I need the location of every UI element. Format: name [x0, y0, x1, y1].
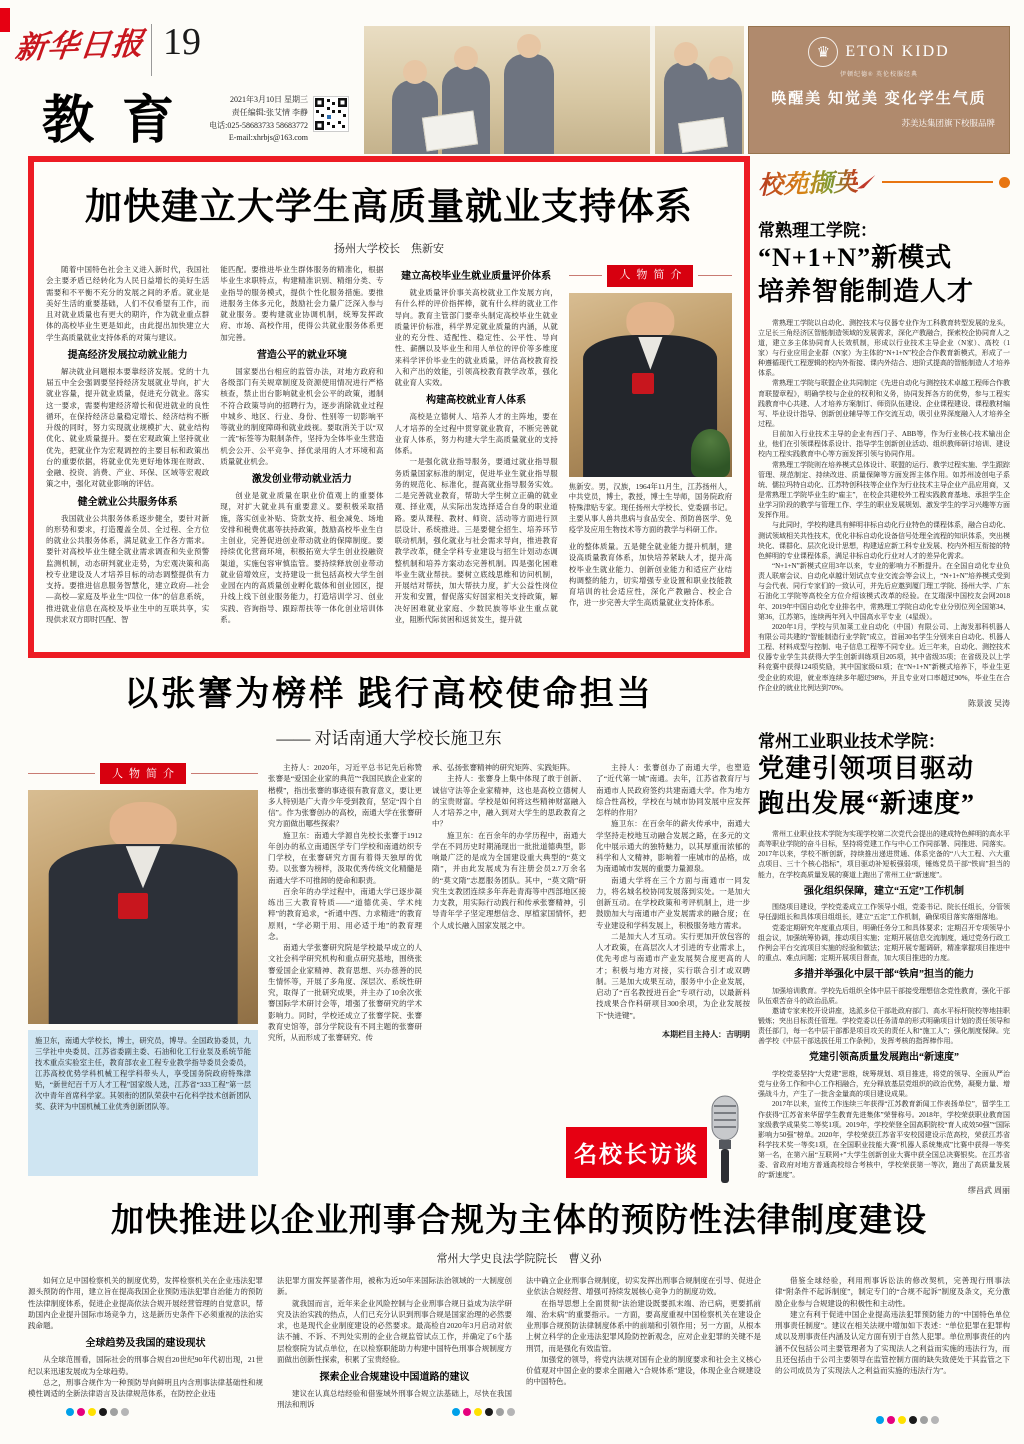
article-column [268, 762, 422, 1190]
paragraph: 常熟理工学院与联盟企业共同制定《先进自动化与测控技术卓越工程师合作教育联盟章程》，明确学校与企业的权利和义务，协同发挥各方的优势，参与工程实践教育中心共建、人才培养方案制订、师资队伍建设、企业课程建设、课程教材编写、毕业设计指导、创新创业辅导等工作交流互动，吸引业界深度融入人才培养全过程。 [758, 379, 1010, 429]
paragraph: 常州工业职业技术学院为实现学校第二次党代会提出的建成特色鲜明的高水平高等职业学院的奋斗目标，坚持将党建工作与中心工作同部署、同推进、同落实。2017年以来，学校不断创新，持续推出递进贯通、体系完备的“八大工程、六大重点项目、三十个核心指标”，项目驱动补短板强弱项，锤炼党员干部“铁肩”担当的能力，在学校高质量发展的赛道上跑出了常州工业“新速度”。 [758, 830, 1010, 879]
paragraph: 百余年的办学过程中，南通大学已逐步凝练出三大教育特质——“道德优美、学术纯粹”的教育追求，“祈通中西、力求精进”的教育原则，“学必期于用、用必适于地”的教育理念。 [268, 886, 422, 941]
paragraph: 施卫东：南通大学源自先校长张謇于1912年创办的私立南通医学专门学校和南通纺织专门学校，在张謇研究方面有着得天独厚的优势。以张謇为榜样，汲取优秀传统文化精髓是南通大学不可推卸的使命和职责。 [268, 830, 422, 885]
registration-dot [876, 1416, 884, 1424]
microphone-icon [702, 1094, 748, 1186]
qr-code [313, 96, 349, 132]
main-article [28, 156, 750, 658]
paragraph: 学校党委坚持“大党建”思维，统筹规划、项目推进，将党的领导、全面从严治党与业务工作和中心工作相融合，充分释放基层党组织的政治优势，凝聚力量、增强战斗力，产生了一批含金量高的项目建设成果。 [758, 1069, 1010, 1099]
magazine [422, 111, 478, 152]
section-title: 教育 [42, 93, 203, 150]
paragraph: 在指导思想上全面贯彻“法治建设既要抓末端、治已病，更要抓前端、治未病”的重要指示。一方面，要高度重视中国检察机关在建设企业刑事合规预防法律制度体系中的前端和引领作用；另一方面，从根本上树立科学的企业违法犯罪风险防控新观念，应对企业犯罪的关键不是刑罚，而是强化有效监管。 [526, 1298, 761, 1353]
paragraph: 2017年以来，宣传工作连续三年获得“江苏教育新闻工作表扬单位”，留学生工作获得“江苏省来华留学生教育先进集体”荣誉称号。2018年，学校荣获职业教育国家级教学成果奖二等奖1项。2019年，学校荣登全国高职院校“育人成效50强”“国际影响力50强”榜单。2020年，学校荣获江苏省平安校园建设示范高校，荣获江苏省科学技术奖一等奖1项，在全国职业技能大赛“机器人系统集成”比赛中获得一等奖第一名，在第六届“互联网+”大学生创新创业大赛中获全国总决赛银奖。在江苏省委、省政府对地方普通高校综合考核中，学校荣获第一等次，跑出了高质量发展的“新速度”。 [758, 1100, 1010, 1180]
column-subhead: 提高经济发展拉动就业能力 [67, 349, 188, 361]
uniform-ad [748, 26, 1010, 154]
masthead-logo: 新华日报 [13, 25, 146, 66]
paragraph: 建议在认真总结经验和借鉴域外刑事合规立法基础上，尽快在我国刑法和刑诉 [277, 1389, 512, 1410]
section-flag [758, 164, 1010, 200]
article-body [758, 829, 1010, 1197]
paragraph: 加强党的领导，将党内法规对国有企业的制度要求和社会主义核心价值观对中国企业的要求全面融入“合规体系”建设，体现企业合规建设的中国特色。 [526, 1354, 761, 1387]
article-title-line: “N+1+N”新模式 [758, 243, 953, 272]
page-number: 19 [163, 21, 201, 63]
right-article-1 [758, 216, 1010, 709]
qr-code-pattern [314, 97, 348, 131]
registration-dots [876, 1416, 939, 1424]
column-continuation [569, 541, 732, 609]
portrait-badge [118, 893, 148, 919]
paragraph: 主持人：张謇创办了南通大学，也塑造了“近代第一城”南通。去年，江苏省教育厅与南通市人民政府签约共建南通大学。作为地方综合性高校，学校在与城市协同发展中应发挥怎样的作用？ [596, 763, 750, 817]
crown-icon: ♛ [808, 37, 838, 67]
article-signature: 陈景波 吴涛 [968, 698, 1010, 708]
paragraph: “N+1+N”新模式应用3年以来，专业的影响力不断提升。在全国自动化专业负责人联席会议、自动化卓越计划试点专业交流会等会议上，“N+1+N”培养模式受到与会代表、同行专家们的一致认可，并先后应邀到厦门理工学院、扬州大学、广东石油化工学院等高校全方位介绍该模式改革的经验。在艾瑞深中国校友会网2018年、2019年中国自动化专业排名中，常熟理工学院自动化专业分别位列全国第34、第36，江苏第5，连续两年列入中国高水平专业（4星级）。 [758, 562, 1010, 621]
photo-divider [650, 26, 655, 154]
registration-dot [909, 1416, 917, 1424]
label-rule [28, 773, 95, 774]
label-rule [569, 275, 603, 276]
registration-dot [496, 1408, 504, 1416]
paragraph: 党委定期研究年度重点项目，明确任务分工和具体要求；定期召开专项领导小组会议，加强统筹协调，推动项目实施；定期开展信息交流制度，通过党务行政工作例会平台交流项目实施的经验和做法；定期开展专题调研，精准掌握项目推进中的重点、难点问题；定期开展项目督查，加大项目推进的力度。 [758, 923, 1010, 962]
paragraph: 一是强化就业指导服务，要通过就业指导服务质量国家标准的制定，促进毕业生就业指导服务的规范化、标准化，提高就业指导服务实效。二是完善就业教育，帮助大学生树立正确的就业观、择业观，从实际出发选择适合自身的职业道路。要从课程、教材、师资、活动等方面进行顶层设计、系统推进。三是要健全招生、培养环节联动机制，强化就业与社会需求导向，推进教育教学改革，健全学科专业建设与招生计划动态调整机制和培养方案动态完善机制。四是强化困难毕业生就业帮扶。要树立底线思维和访问机制，开展结对帮扶，加大帮扶力度，扩大公益性岗位开发和安置，督促落实好国家相关支持政策，解决好困难就业家庭、少数民族等毕业生重点就业，阻断代际贫困和返贫发生，提升就 [394, 457, 558, 624]
article-column [220, 264, 383, 636]
registration-dot [110, 1408, 118, 1416]
article-column [46, 264, 209, 636]
paragraph: 围绕项目建设，学校党委成立工作领导小组，党委书记、院长任组长，分管领导任副组长和具体项目组组长，建立“五定”工作机制，确保项目落实落细落地。 [758, 903, 1010, 922]
paragraph: 主持人：2020年，习近平总书记先后称赞张謇是“爱国企业家的典范”“我国民族企业家的楷模”，指出张謇的事迹很有教育意义，要让更多人特别是广大青少年受到教育，坚定“四个自信”。作为张謇创办的高校，南通大学在张謇研究方面做出哪些探索？ [268, 763, 422, 829]
profile-label-row [28, 763, 258, 784]
paragraph: 我国就业公共服务体系逐步健全，要针对新的形势和要求，打造覆盖全员、全过程、全方位的就业公共服务体系，满足就业工作各方需求。要针对高校毕业生健全就业需求调查和失业预警监测机制，动态研判就业走势，为宏观决策和高校专业建设及人才培养目标的动态调整提供有力支持。要推进信息服务智慧化，建立政府—社会—高校—家庭及毕业生“四位一体”的信息系统，推进就业信息在高校及毕业生中的互联共享，实现供求双方即时匹配、智 [46, 513, 210, 624]
profile-photo-shiweidong [28, 790, 258, 1024]
pub-phone: 电话:025-58683733 58683772 [209, 120, 308, 130]
ad-brand-sub: 伊顿纪德® 英伦校服经典 [839, 72, 919, 78]
registration-dot [931, 1416, 939, 1424]
student-figure [504, 54, 554, 154]
registration-dot [507, 1408, 515, 1416]
column-subhead: 探索企业合规建设中国道路的建议 [319, 1372, 470, 1383]
profile-label: 人物简介 [100, 763, 186, 784]
paragraph: 如何立足中国检察机关的制度优势，发挥检察机关在企业违法犯罪源头预防的作用，建立旨在提高我国企业预防违法犯罪自治能力的预防性法律制度体系，促进企业提高依法合规开展经营管理的自觉意识，帮助国内企业提升国际市场竞争力，这是新历史条件下必须重视的法治实践命题。 [28, 1276, 263, 1330]
paragraph: 2020年1月，学校与贝加莱工业自动化（中国）有限公司、上海发那科机器人有限公司共建的“智能制造行业学院”成立，首届30名学生分别来自自动化、机器人工程、材料成型与控制、电子信息工程等不同专业。近三年来，自动化、测控技术仪器专业学生共获得大学生创新训练项目205项，其中省级35项；在省级及以上学科竞赛中获得124项奖励，其中国家级61项；在“N+1+N”新模式培养下，毕业生更受企业的欢迎，就业率连续多年超过98%，并且专业对口率超过90%，毕业生在合作企业的就业比例达到70%。 [758, 622, 1010, 692]
paragraph: 总之，刑事合规作为一种预防导向鲜明且内含刑事法律基础性和规模性调适的全新法律语言及法律规范体系，在防控企业违 [28, 1377, 263, 1398]
ad-footer: 苏美达集团旗下校服品牌 [901, 118, 995, 128]
paragraph: 高校是立德树人、培养人才的主阵地，要在人才培养的全过程中贯穿就业教育，不断完善就业育人体系，努力构建大学生高质量就业的支持体系。 [394, 412, 558, 455]
paragraph: 施卫东：在百余年的办学历程中，南通大学在不同历史时期涌现出一批批道德典型，影响最广泛的是成为全国建设重大典型的“莫文隋”，并由此发展成为有注册会员2.7万余名的“莫文隋”志愿服务团队。其中，“莫文隋”研究生支教团连续多年奔赴青海等中西部地区接力支教，用实际行动践行和传承张謇精神，引导青年学子坚定理想信念、厚植家国情怀，把个人成长融入国家发展之中。 [432, 830, 586, 930]
middle-subline: —— 对话南通大学校长施卫东 [276, 729, 502, 748]
profile-photo-jiaoxinan [569, 293, 732, 477]
paragraph: 加强培训教育。学校先后组织全体中层干部接受理想信念党性教育，强化干部队伍艰苦奋斗的政治品质。 [758, 986, 1010, 1005]
paragraph: 法犯罪方面发挥显著作用，被称为近50年来国际法治领域的一大制度创新。 [277, 1276, 512, 1297]
paragraph: 建立有利于促进中国企业提高违法犯罪预防能力的“中国特色单位刑事责任制度”。建议在相关法规中增加如下表述：“单位犯罪在犯罪构成以及刑事责任内涵及认定方面有别于自然人犯罪。单位刑事责任的内涵不仅包括公司主要管理者为了实现法人之利益而实施的违法行为，而且还包括由于公司主要领导在监管控制方面的缺失致使处于其监管之下的公司成员为了实现法人之利益而实施的违法行为”。 [775, 1309, 1010, 1375]
registration-dot [474, 1408, 482, 1416]
interview-badge-label: 名校长访谈 [566, 1127, 707, 1178]
pub-editor: 责任编辑:张艾情 李静 [231, 107, 308, 117]
article-title-line: 培养智能制造人才 [758, 277, 975, 307]
paragraph: 目前加入行业技术主导的企业有西门子、ABB等，作为行业核心技术输出企业，他们在引领课程体系设计、指导学生创新创业活动、组织教师研讨培训、建设校内工程实践教育中心等方面发挥引领与协同作用。 [758, 430, 1010, 459]
paragraph: 主持人：张謇身上集中体现了敢于创新、诚信守法等企业家精神，这也是高校立德树人的宝贵财富。学校是如何将这些精神财富融入人才培养之中，融入到对大学生的思政教育之中？ [432, 774, 586, 829]
paragraph: 随着中国特色社会主义进入新时代，我国社会主要矛盾已经转化为人民日益增长的美好生活需要和不平衡不充分的发展之间的矛盾。就业是美好生活的重要基础，人们不仅希望有工作，而且对就业质量也有更大的期许，作为就业重点群体的高校毕业生更是如此，由此提出加快建立大学生高质量就业支持体系的对策与建议。 [46, 265, 210, 342]
registration-dot [77, 1408, 85, 1416]
profile-label-row [569, 265, 732, 287]
paragraph: 业的整体质量。五是健全就业能力提升机制，建设高质量教育体系，加快培养紧缺人才，提升高校毕业生就业能力、创新创业能力和适应产业结构调整的能力，切实增强专业设置和职业技能教育培训的社会适应性，深化产教融合、校企合作，进一步完善大学生高质量就业支持体系。 [568, 542, 732, 608]
article-column [395, 264, 558, 636]
paragraph: 能匹配。要推进毕业生群体服务的精准化，根据毕业生求职特点，构建精准识别、精细分类、专业指导的服务模式，提供个性化服务措施。要推进服务主体多元化，鼓励社会力量广泛深入参与就业服务。要构建就业协调机制，统筹发挥政府、市场、高校作用，使得公共就业服务体系更加完善。 [220, 265, 384, 342]
registration-dot [485, 1408, 493, 1416]
column-subhead: 党建引领高质量发展跑出“新速度” [809, 1052, 959, 1064]
article-column [569, 264, 732, 636]
profile-label: 人物简介 [607, 265, 693, 287]
column-subhead: 激发创业带动就业活力 [251, 474, 352, 485]
article-signature: 缪昌武 周丽 [968, 1186, 1010, 1196]
column-subhead: 建立高校毕业生就业质量评价体系 [401, 271, 552, 282]
pub-email: E-mail:xhrbjs@163.com [228, 133, 308, 143]
article-column [28, 1275, 263, 1433]
paragraph: 承、弘扬张謇精神的研究矩阵、实践矩阵。 [432, 763, 575, 772]
paragraph: 国家要出台相应的监管办法，对地方政府和各级部门有关规章制度及资源使用情况进行严格核查，禁止出台影响就业机会公平的政策，遏制不符合政策导向的招聘行为，逐步消除就业过程中城乡、地区、行业、身份、性别等一切影响平等就业的制度障碍和就业歧视。要取消关于以“双一流”标签等为限制条件，坚持为全体毕业生营造机会公开、公平竞争、择优录用的人才环境和高质量就业机会。 [220, 366, 384, 466]
paragraph: 施卫东：在百余年的薪火传承中，南通大学坚持走校地互动融合发展之路，在多元的文化中展示通大的独特魅力，以其厚重而浓郁的科学和人文精神，影响着一座城市的品格，成为南通城市发展的重要力量源泉。 [596, 819, 750, 874]
paragraph: 常熟理工学院以自动化、测控技术与仪器专业作为工科教育转型发展的龙头，立足长三角经济区智能制造领域的发展需求，深化产教融合，探索校企协同育人之道，建立多主体协同育人长效机制，形成以行业技术主导企业（N家）、高校（1家）与行业应用企业群（N家）为主体的“N+1+N”校企合作教育新模式，形成了一种遵循现代工程逻辑的校内外衔接、课内外结合、进阶式提高的智能制造人才培养体系。 [758, 318, 1010, 378]
bottom-article [28, 1194, 1010, 1433]
registration-dots [66, 1408, 129, 1416]
article-title-line: 党建引领项目驱动 [758, 754, 975, 784]
portrait-badge [632, 373, 653, 393]
paragraph: 借鉴全球经验，利用刑事诉讼法的修改契机，完善现行刑事法律“附条件不起诉制度”，制定专门的“合规不起诉”制度及条文，充分激励企业参与合规建设的积极性和主动性。 [775, 1276, 1010, 1308]
registration-dot [121, 1408, 129, 1416]
column-subhead: 多措并举强化中层干部“铁肩”担当的能力 [794, 969, 974, 981]
flag-rule [882, 181, 993, 183]
main-byline: 扬州大学校长 焦新安 [334, 243, 444, 255]
article-body [758, 318, 1010, 710]
column-subhead: 营造公平的就业环境 [256, 349, 347, 361]
article-column [526, 1275, 761, 1433]
label-rule [191, 773, 258, 774]
right-article-2 [758, 727, 1010, 1197]
registration-dot [99, 1408, 107, 1416]
portrait-plant [691, 429, 730, 477]
paragraph: 法中确立企业刑事合规制度，切实发挥出刑事合规制度在引导、促进企业依法合规经营、增强可持续发展核心竞争力的制度功效。 [526, 1276, 761, 1297]
publication-info [158, 94, 308, 145]
ad-logo-row [749, 37, 1009, 67]
article-org: 常熟理工学院： [758, 221, 877, 240]
banner-photo [364, 26, 744, 154]
label-rule [698, 275, 732, 276]
registration-dot [887, 1416, 895, 1424]
middle-article [28, 666, 750, 1190]
flag-dot-icon [999, 177, 1010, 188]
middle-headline: 以张謇为榜样 践行高校使命担当 [124, 676, 654, 713]
column-subhead: 全球趋势及我国的建设现状 [85, 1338, 206, 1350]
section-flag-title: 校苑撷英 [758, 164, 859, 202]
profile-bio: 施卫东，南通大学校长，博士，研究员，博导。全国政协委员，九三学社中央委员、江苏省委副主委、石油和化工行业泵及系统节能技术重点实验室主任，教育部农业工程专业教学指导委员会委员，江苏高校优势学科机械工程学科带头人，享受国务院政府特殊津贴，“新世纪百千万人才工程”国家级人选，江苏省“333工程”第一层次中青年首席科学家。其领衔的团队荣获中石化科学技术创新团队奖、获评为中国机械工业优秀创新团队等。 [28, 1030, 258, 1176]
paragraph: 从全球范围看，国际社会的刑事合规自20世纪90年代初出现，21世纪以来迅速发展成为全球趋势。 [28, 1355, 263, 1376]
registration-dot [88, 1408, 96, 1416]
ad-tagline: 唤醒美 知觉美 变化学生气质 [771, 91, 987, 107]
paragraph: 邀请专家来校开设讲座，选派多位干部赴政府部门、高水平标杆院校等地挂职锻炼；突出目标责任管理。学校党委以任务清单的形式明确项目计划的责任领导和责任部门，每一名中层干部都是项目攻关的责任人和“施工人”；强化制度保障。完善学校《中层干部选拔任用工作条例》，发挥考核的指挥棒作用。 [758, 1006, 1010, 1046]
paragraph: 常熟理工学院则在培养模式总体设计、联盟的运行、教学过程实施、学生跟踪管理、规范制定、持续改进、质量保障等方面发挥主体作用。如苏州凌创电子系统、儒拉玛特自动化、江苏特创科技等企业作为行业技术主导企业产品应用商，又是常熟理工学院毕业生的“雇主”，在校企共建校外工程实践教育基地、承担学生企业学习阶段的教学与管理工作、学生的职业发展规划、激发学生的学习兴趣等方面发挥作用。 [758, 460, 1010, 520]
paragraph: 就业质量评价事关高校就业工作发展方向，有什么样的评价指挥棒，就有什么样的就业工作导向。教育主管部门要牵头制定高校毕业生就业质量评价标准，科学界定就业质量的内涵，从就业的充分性、适配性、稳定性、公平性、导向性、薪酬以及毕业生和用人单位的评价等多维度来科学评价毕业生的就业质量，评估高校教育投入和产出的效能，引领高校教育教学改革，强化就业育人实效。 [394, 288, 558, 387]
article-org: 常州工业职业技术学院： [758, 732, 945, 752]
paragraph: 南通大学张謇研究院是学校最早成立的人文社会科学研究机构和重点研究基地，围绕张謇爱国企业家精神、教育思想、兴办慈善的民生情怀等，开展了多角度、深层次、系统性研究，取得了一批研究成果，并主办了10余次张謇国际学术研讨会等，增强了张謇研究的学术影响力。同时，学校还成立了张謇学院、张謇教育史馆等，部分学院设有不同主题的张謇研究所，从而形成了张謇研究、传 [268, 943, 422, 1042]
paragraph: 就我国而言，近年来企业风险控制与企业刑事合规日益成为法学研究及法治实践的热点，人们已充分认识到刑事合规是国家治理的必然要求，也是现代企业制度建设的必然要求。最高检自2020年3月启动对依法不捕、不诉、不判处实刑的企业合规监管试点工作，并确定了6个基层检察院为试点单位，在以检察职能助力构建中国特色刑事合规制度方面做出创新性探索，积累了宝贵经验。 [277, 1298, 512, 1364]
article-title-line: 跑出发展“新速度” [758, 788, 976, 818]
main-headline: 加快建立大学生高质量就业支持体系 [85, 187, 693, 228]
registration-dots [452, 1408, 515, 1416]
profile-box [28, 762, 258, 1190]
masthead-divider [151, 24, 152, 76]
article-column [775, 1275, 1010, 1433]
column-subhead: 强化组织保障，建立“五定”工作机制 [804, 885, 964, 897]
column-subhead: 构建高校就业育人体系 [426, 395, 527, 407]
registration-dot [898, 1416, 906, 1424]
bottom-headline: 加快推进以企业刑事合规为主体的预防性法律制度建设 [111, 1203, 927, 1239]
bottom-byline: 常州大学史良法学院院长 曹义孙 [436, 1253, 602, 1265]
host-note: 本期栏目主持人：吉明明 [662, 1029, 750, 1039]
registration-dot [463, 1408, 471, 1416]
magazine [678, 117, 728, 153]
pub-date: 2021年3月10日 星期三 [230, 95, 308, 104]
paragraph: 解决就业问题根本要靠经济发展。党的十九届五中全会强调要坚持经济发展就业导向，扩大就业容量，提升就业质量，促进充分就业。落实这一要求，需要构建经济增长和促进就业的良性循环，在保持经济总量稳定增长、经济结构不断升级的同时，努力实现就业规模扩大、就业结构优化、就业质量提升。要在宏观政策上坚持就业优先，把就业作为宏观调控的主要目标和政策出台的重要依据，将就业优先更好地体现在财政、金融、投资、消费、产业、环保、区域等宏观政策之中，强化对就业影响的评估。 [46, 366, 210, 489]
article-column [432, 762, 586, 1190]
profile-bio: 焦新安。男，汉族，1964年11月生，江苏扬州人，中共党员，博士，教授，博士生导师，国务院政府特殊津贴专家。现任扬州大学校长、党委副书记。主要从事人兽共患病与食品安全、预防兽医学、免疫学及应用生物技术等方面的教学与科研工作。 [568, 481, 732, 535]
paragraph: 创业是就业质量在职业价值观上的重要体现，对扩大就业具有重要意义。要积极采取措施，落实创业补贴、贷款支持、租金减免、场地安排和税费优惠等扶持政策，鼓励高校毕业生自主创业，完善促进创业带动就业的保障制度。要持续优化营商环境，积极拓宽大学生创业投融资渠道，实施包容审慎监管。要持续释放创业带动就业倍增效应，支持建设一批包括高校大学生创业园在内的高质量创业孵化载体和创业园区，提升线上线下创业服务能力，打造培训学习、创业实践、咨询指导、跟踪帮扶等一体化创业培训体系。 [220, 491, 384, 624]
paragraph: 二是加大人才互动。实行更加开放包容的人才政策，在高层次人才引进的专业需求上，优先考虑与南通市产业发展契合度更高的人才；积极与地方对接，实行联合引才或双聘制。三是加大成果互动，服务中小企业发展，启动了“百名教授进百企”专项行动，以最新科技成果合作科研项目300余项，为企业发展按下“快进键”。 [596, 931, 750, 1020]
main-article-body [46, 264, 732, 636]
registration-dot [920, 1416, 928, 1424]
ad-brand: ETON KIDD [845, 43, 950, 60]
bottom-article-body [28, 1275, 1010, 1433]
page-edge-mark [0, 8, 10, 32]
middle-article-body [28, 762, 750, 1190]
registration-dot [452, 1408, 460, 1416]
registration-dot [66, 1408, 74, 1416]
interview-badge [566, 1098, 748, 1190]
paragraph: 南通大学将在三个方面与南通市一同发力，将名城名校协同发展落到实处。一是加大创新互动。在学校政策和考评机制上，进一步鼓励加大与南通市产业发展需求的融合度；在专业建设和学科发展上，积极服务地方需求。 [596, 875, 750, 930]
flag-swoosh-icon [855, 175, 876, 189]
paragraph: 与此同时，学校构建具有鲜明非标自动化行业特色的课程体系，融合自动化、测试领域相关共性技术，优化非标自动化设备信号处理全流程的知识体系，突出模块化、课群化、层次化设计思想，构建适应新工科专业发展、校内外相互衔接的特色鲜明的专业课程体系，满足非标自动化行业对人才的差异化需求。 [758, 521, 1010, 560]
column-subhead: 健全就业公共服务体系 [77, 496, 178, 508]
column-blocks [596, 762, 750, 1021]
